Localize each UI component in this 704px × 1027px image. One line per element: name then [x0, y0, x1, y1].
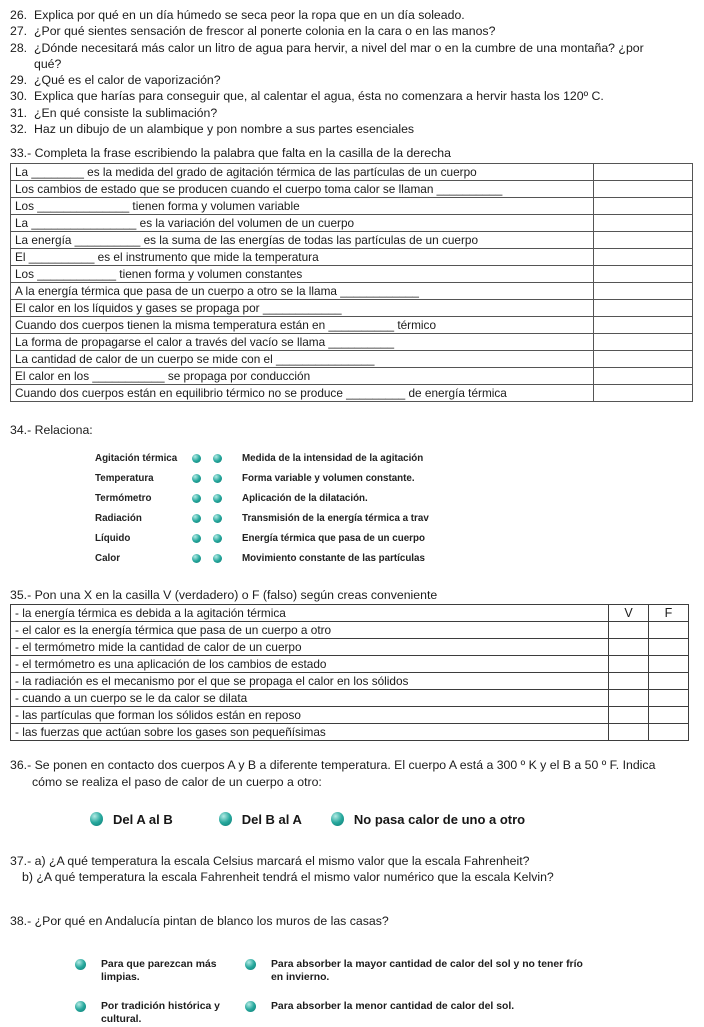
table-row [11, 198, 693, 215]
answer-cell[interactable] [594, 300, 693, 317]
q36-option [331, 812, 525, 827]
f-cell[interactable] [649, 656, 689, 673]
table-row [11, 724, 689, 741]
statement-cell: - la radiación es el mecanismo por el que se propaga el calor en los sólidos [11, 673, 609, 690]
option-label: Para que parezcan más limpias. [101, 958, 217, 984]
question-line [10, 72, 698, 88]
question-37 [0, 853, 704, 886]
q38-option [245, 958, 597, 985]
v-cell[interactable] [609, 639, 649, 656]
answer-cell[interactable] [594, 266, 693, 283]
match-bullet-right-icon[interactable] [213, 554, 222, 563]
answer-cell[interactable] [594, 232, 693, 249]
answer-cell[interactable] [594, 283, 693, 300]
match-right-label: Transmisión de la energía térmica a trav [242, 512, 429, 524]
statement-cell: - el termómetro mide la cantidad de calor de un cuerpo [11, 639, 609, 656]
statement-cell: La ________________ es la variación del volumen de un cuerpo [11, 215, 594, 232]
f-cell[interactable] [649, 622, 689, 639]
statement-cell: El __________ es el instrumento que mide la temperatura [11, 249, 594, 266]
f-cell[interactable] [649, 724, 689, 741]
f-cell[interactable] [649, 673, 689, 690]
table-row [11, 232, 693, 249]
fill-blank-table [10, 163, 693, 402]
statement-cell: El calor en los ___________ se propaga por conducción [11, 368, 594, 385]
question-36 [0, 757, 704, 827]
true-false-table [10, 604, 689, 741]
question-line [10, 88, 698, 104]
option-label: No pasa calor de uno a otro [353, 811, 526, 827]
match-bullet-left-icon[interactable] [192, 454, 201, 463]
q38-option-row [75, 1000, 655, 1027]
option-bullet-icon[interactable] [75, 959, 86, 970]
option-bullet-icon[interactable] [245, 1001, 256, 1012]
match-left-label: Calor [95, 552, 121, 564]
answer-cell[interactable] [594, 249, 693, 266]
question-number: 30. [10, 89, 28, 104]
match-bullet-right-icon[interactable] [213, 474, 222, 483]
statement-cell: El calor en los líquidos y gases se propaga por ____________ [11, 300, 594, 317]
match-left-label: Termómetro [95, 492, 152, 504]
question-number [10, 56, 34, 72]
question-line [10, 7, 698, 23]
match-right-label: Energía térmica que pasa de un cuerpo [242, 532, 425, 544]
match-left-label: Temperatura [95, 472, 154, 484]
option-label: Por tradición histórica y cultural. [101, 1000, 220, 1026]
option-bullet-icon[interactable] [331, 812, 344, 826]
table-row [11, 656, 689, 673]
table-row [11, 673, 689, 690]
v-cell[interactable] [609, 622, 649, 639]
q37-b: b) ¿A qué temperatura la escala Fahrenheit tendrá el mismo valor numérico que la escala Kelvin? [22, 870, 554, 885]
question-text: qué? [34, 56, 62, 71]
table-row [11, 351, 693, 368]
table-row [11, 690, 689, 707]
question-line [10, 105, 698, 121]
q35-title: 35.- Pon una X en la casilla V (verdadero) o F (falso) según creas conveniente [10, 588, 438, 603]
v-cell[interactable] [609, 724, 649, 741]
match-left-label: Radiación [95, 512, 142, 524]
statement-cell: La ________ es la medida del grado de agitación térmica de las partículas de un cuerpo [11, 164, 594, 181]
v-cell[interactable] [609, 673, 649, 690]
answer-cell[interactable] [594, 385, 693, 402]
match-row [95, 548, 704, 568]
statement-cell: Cuando dos cuerpos están en equilibrio térmico no se produce _________ de energía térmica [11, 385, 594, 402]
matching-exercise [95, 448, 704, 568]
option-label: Para absorber la menor cantidad de calor del sol. [271, 1000, 515, 1012]
answer-cell[interactable] [594, 181, 693, 198]
q34-title: 34.- Relaciona: [10, 423, 93, 438]
v-cell[interactable] [609, 690, 649, 707]
q38-option [75, 1000, 245, 1027]
match-row [95, 468, 704, 488]
match-right-label: Forma variable y volumen constante. [242, 472, 415, 484]
question-text: ¿Por qué sientes sensación de frescor al ponerte colonia en la cara o en las manos? [34, 24, 496, 39]
q36-option [219, 812, 302, 827]
table-row [11, 215, 693, 232]
question-text: ¿Dónde necesitará más calor un litro de agua para hervir, a nivel del mar o en la cumbre de una montaña? ¿por [34, 40, 644, 55]
table-row [11, 368, 693, 385]
table-row [11, 707, 689, 724]
statement-cell: - el calor es la energía térmica que pasa de un cuerpo a otro [11, 622, 609, 639]
question-text: ¿En qué consiste la sublimación? [34, 105, 218, 120]
q36-options [90, 812, 704, 827]
match-row [95, 448, 704, 468]
match-bullet-left-icon[interactable] [192, 514, 201, 523]
statement-cell: - las fuerzas que actúan sobre los gases son pequeñísimas [11, 724, 609, 741]
statement-cell: - las partículas que forman los sólidos están en reposo [11, 707, 609, 724]
statement-cell: La forma de propagarse el calor a través del vacío se llama __________ [11, 334, 594, 351]
option-bullet-icon[interactable] [90, 812, 103, 826]
answer-cell[interactable] [594, 334, 693, 351]
table-row [11, 249, 693, 266]
statement-cell: Cuando dos cuerpos tienen la misma temperatura están en __________ térmico [11, 317, 594, 334]
q36-option [90, 812, 173, 827]
table-row [11, 385, 693, 402]
f-cell[interactable] [649, 707, 689, 724]
match-bullet-right-icon[interactable] [213, 494, 222, 503]
q38-option-row [75, 958, 655, 985]
match-bullet-left-icon[interactable] [192, 534, 201, 543]
vf-header-v: V [609, 605, 649, 622]
match-bullet-right-icon[interactable] [213, 454, 222, 463]
answer-cell[interactable] [594, 317, 693, 334]
statement-cell: Los cambios de estado que se producen cuando el cuerpo toma calor se llaman __________ [11, 181, 594, 198]
option-label: Del B al A [241, 811, 302, 827]
match-bullet-right-icon[interactable] [213, 514, 222, 523]
v-cell[interactable] [609, 656, 649, 673]
match-row [95, 508, 704, 528]
statement-cell: La cantidad de calor de un cuerpo se mide con el _______________ [11, 351, 594, 368]
match-row [95, 528, 704, 548]
statement-cell: A la energía térmica que pasa de un cuerpo a otro se la llama ____________ [11, 283, 594, 300]
answer-cell[interactable] [594, 215, 693, 232]
option-bullet-icon[interactable] [75, 1001, 86, 1012]
q36-line1: 36.- Se ponen en contacto dos cuerpos A y B a diferente temperatura. El cuerpo A está a 300 º K y el B a 50 º F. Indica [10, 758, 656, 773]
q37-a: 37.- a) ¿A qué temperatura la escala Celsius marcará el mismo valor que la escala Fahrenheit? [10, 853, 530, 868]
q33-title: 33.- Completa la frase escribiendo la palabra que falta en la casilla de la derecha [10, 146, 451, 161]
table-row [11, 605, 689, 622]
statement-cell: - cuando a un cuerpo se le da calor se dilata [11, 690, 609, 707]
match-bullet-left-icon[interactable] [192, 474, 201, 483]
question-number: 32. [10, 122, 28, 137]
q38-option [245, 1000, 597, 1027]
q38-options [75, 958, 655, 1027]
match-left-label: Agitación térmica [95, 452, 178, 464]
f-cell[interactable] [649, 639, 689, 656]
statement-cell: - la energía térmica es debida a la agitación térmica [11, 605, 609, 622]
table-row [11, 639, 689, 656]
match-bullet-left-icon[interactable] [192, 554, 201, 563]
option-bullet-icon[interactable] [245, 959, 256, 970]
match-right-label: Movimiento constante de las partículas [242, 552, 425, 564]
question-line [10, 40, 698, 56]
v-cell[interactable] [609, 707, 649, 724]
question-line [10, 121, 698, 137]
question-number: 31. [10, 105, 28, 120]
answer-cell[interactable] [594, 198, 693, 215]
match-right-label: Aplicación de la dilatación. [242, 492, 368, 504]
match-bullet-left-icon[interactable] [192, 494, 201, 503]
question-number: 27. [10, 24, 28, 39]
statement-cell: Los ____________ tienen forma y volumen constantes [11, 266, 594, 283]
question-number: 28. [10, 40, 28, 55]
question-line [10, 23, 698, 39]
table-row [11, 622, 689, 639]
match-right-label: Medida de la intensidad de la agitación [242, 452, 424, 464]
question-text: Explica que harías para conseguir que, al calentar el agua, ésta no comenzara a hervir hasta los 120º C. [34, 89, 604, 104]
table-row [11, 266, 693, 283]
option-bullet-icon[interactable] [219, 812, 232, 826]
question-text: ¿Qué es el calor de vaporización? [34, 73, 221, 88]
question-number: 26. [10, 8, 28, 22]
answer-cell[interactable] [594, 164, 693, 181]
table-row [11, 181, 693, 198]
table-row [11, 164, 693, 181]
match-left-label: Líquido [95, 532, 131, 544]
answer-cell[interactable] [594, 368, 693, 385]
option-label: Del A al B [113, 811, 173, 827]
statement-cell: La energía __________ es la suma de las energías de todas las partículas de un cuerpo [11, 232, 594, 249]
match-row [95, 488, 704, 508]
table-row [11, 283, 693, 300]
option-label: Para absorber la mayor cantidad de calor del sol y no tener frío en invierno. [271, 958, 583, 984]
table-row [11, 317, 693, 334]
question-text: Explica por qué en un día húmedo se seca peor la ropa que en un día soleado. [34, 8, 465, 22]
q38-title: 38.- ¿Por qué en Andalucía pintan de blanco los muros de las casas? [10, 913, 389, 928]
f-cell[interactable] [649, 690, 689, 707]
question-number: 29. [10, 73, 28, 88]
vf-header-f: F [649, 605, 689, 622]
statement-cell: - el termómetro es una aplicación de los cambios de estado [11, 656, 609, 673]
statement-cell: Los ______________ tienen forma y volumen variable [11, 198, 594, 215]
match-bullet-right-icon[interactable] [213, 534, 222, 543]
question-line [10, 56, 698, 72]
table-row [11, 300, 693, 317]
q36-line2: cómo se realiza el paso de calor de un cuerpo a otro: [32, 774, 322, 789]
question-text: Haz un dibujo de un alambique y pon nombre a sus partes esenciales [34, 122, 415, 137]
q38-option [75, 958, 245, 985]
answer-cell[interactable] [594, 351, 693, 368]
question-list [0, 0, 704, 137]
table-row [11, 334, 693, 351]
